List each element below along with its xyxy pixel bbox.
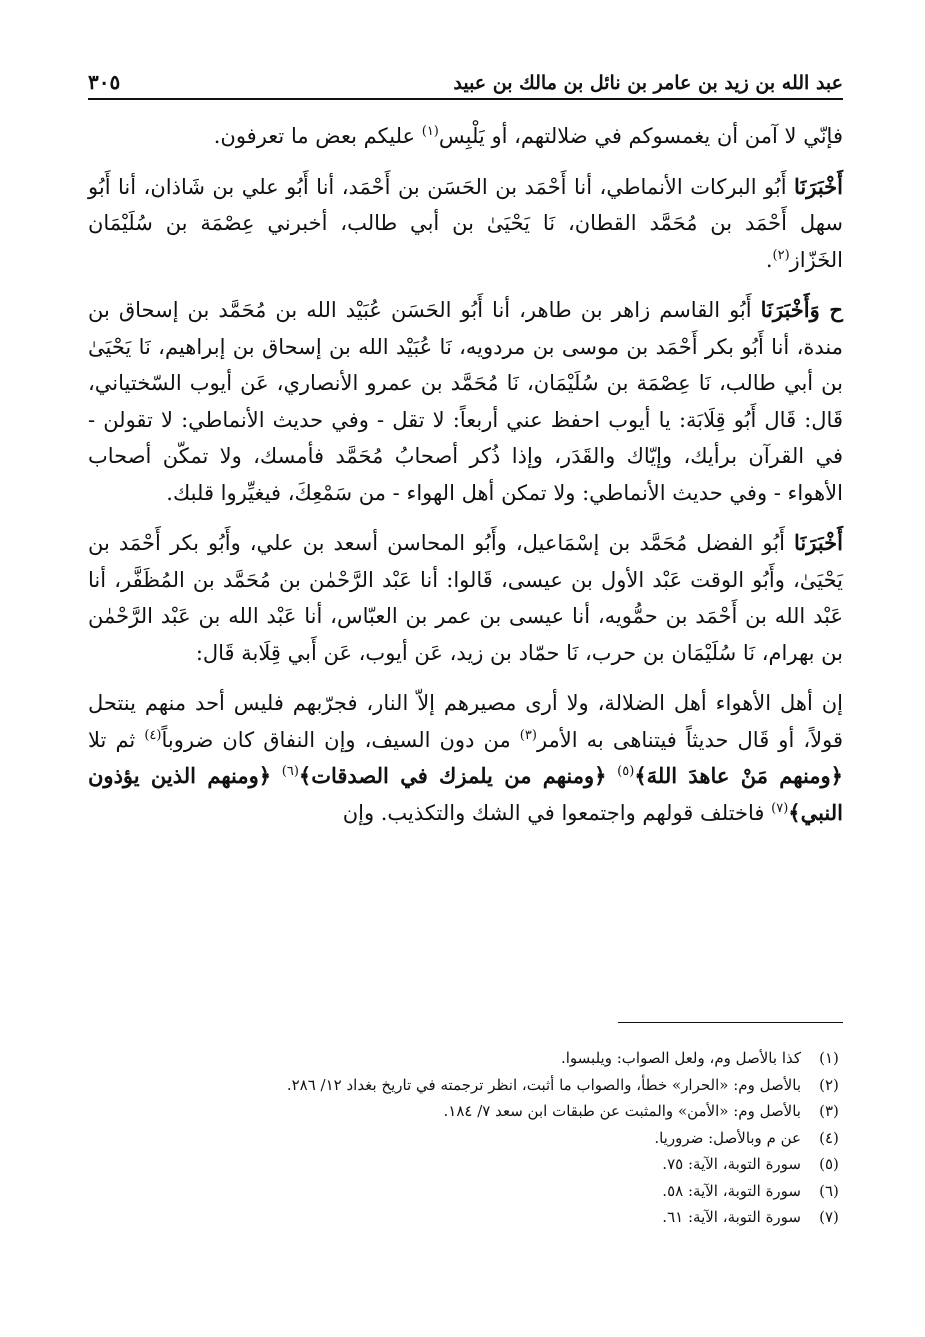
footnote [88,1151,843,1178]
footnote [88,1098,843,1125]
footnote-number: (١) [819,1049,839,1067]
main-text [88,118,843,845]
footnote-text: عن م وبالأصل: ضروريا. [654,1128,801,1147]
text-run: أَبُو البركات الأنماطي، أنا أَحْمَد بن الحَسَن بن أَحْمَد، أنا أَبُو علي بن شَاذان، أنا أَبُو سهل أَحْمَد بن مُحَمَّد القطان، نَا يَحْيَىٰ بن أبي طالب، أخبرني عِصْمَة بن سُلَيْمَان الخَزّاز [88,174,843,272]
quran-quote: ﴿ومنهم الذين يؤذون النبي﴾ [88,763,843,825]
footnote-text: بالأصل وم: «الحرار» خطأ، والصواب ما أثبت، انظر ترجمته في تاريخ بغداد ١٢/ ٢٨٦. [286,1075,801,1094]
text-run: ثم تلا [88,727,145,752]
footnote-text: كذا بالأصل وم، ولعل الصواب: ويلبسوا. [560,1049,801,1067]
footnote-marker: (٧) [771,800,789,816]
paragraph [88,169,843,279]
isnad-keyword: أَخْبَرَنَا [794,173,843,199]
header-title: عبد الله بن زيد بن عامر بن نائل بن مالك بن عبيد [453,72,843,94]
text-run: فإنّي لا آمن أن يغمسوكم في ضلالتهم، أو يَلْبِس [438,124,843,148]
footnote [88,1072,843,1099]
footnote-marker: (٣) [519,727,537,743]
text-run: . [765,247,773,272]
paragraph [88,292,843,511]
text-run: إن أهل الأهواء أهل الضلالة، ولا أرى مصيرهم إلاّ النار، فجرّبهم فليس أحد منهم ينتحل قولاً، أو قَال حديثاً فيتناهى به الأمر [88,691,843,752]
paragraph [88,685,843,831]
footnote-text: سورة التوبة، الآية: ٧٥. [662,1155,801,1173]
isnad-keyword: أَخْبَرَنَا [794,530,843,555]
paragraph [88,118,843,155]
footnote-marker: (٥) [617,764,635,779]
text-run [606,764,617,788]
footnote [88,1178,843,1205]
page-number: ٣٠٥ [88,70,121,94]
footnote [88,1125,843,1152]
isnad-keyword: ح وَأَخْبَرَنَا [760,297,843,322]
footnote-marker: (٤) [144,727,162,743]
footnote-marker: (١) [421,124,439,139]
text-run: أَبُو القاسم زاهر بن طاهر، أنا أَبُو الحَسَن عُبَيْد الله بن مُحَمَّد بن إسحاق بن مندة، أنا أَبُو بكر أَحْمَد بن موسى بن مردويه، نَا عُبَيْد الله بن إسحاق بن إبراهيم، نَا يَحْيَىٰ بن أبي طالب، نَا عِصْمَة بن سُلَيْمَان، نَا مُحَمَّد بن عمرو الأنصاري، عَن أيوب السّختياني، قَال: قَال أَبُو قِلَابَة: يا أيوب احفظ عني أربعاً: لا تقل - وفي حديث الأنماطي: لا تقولن - في القرآن برأيك، وإيّاك والقَدَر، وإذا ذُكر أصحابُ مُحَمَّد فأمسك، ولا تمكّن أصحاب الأهواء - وفي حديث الأنماطي: ولا تمكن أهل الهواء - من سَمْعِكَ، فيغيِّروا قلبك. [88,298,843,505]
footnote-divider [618,1022,843,1023]
footnote-number: (٢) [819,1075,839,1094]
text-run [271,764,282,788]
footnote-number: (٦) [819,1181,839,1200]
footnote-number: (٤) [819,1128,839,1147]
footnote-text: سورة التوبة، الآية: ٦١. [662,1208,801,1226]
footnotes [88,1045,843,1231]
text-run: فاختلف قولهم واجتمعوا في الشك والتكذيب. وإن [342,800,772,825]
footnote-number: (٧) [819,1208,839,1226]
text-run: عليكم بعض ما تعرفون. [213,124,422,148]
footnote-number: (٣) [819,1102,839,1120]
text-run: من دون السيف، وإن النفاق كان ضروباً [161,727,520,752]
paragraph [88,525,843,671]
quran-quote: ﴿ومنهم من يلمزك في الصدقات﴾ [298,763,607,788]
running-header [88,56,843,100]
footnote-marker: (٢) [772,247,790,263]
footnote [88,1045,843,1072]
footnote-marker: (٦) [281,764,299,779]
quran-quote: ﴿ومنهم مَنْ عاهدَ اللهَ﴾ [634,763,843,788]
footnote-number: (٥) [819,1155,839,1173]
footnote [88,1204,843,1231]
footnote-text: بالأصل وم: «الأمن» والمثبت عن طبقات ابن سعد ٧/ ١٨٤. [443,1102,801,1120]
text-run: أَبُو الفضل مُحَمَّد بن إسْمَاعيل، وأَبُو المحاسن أسعد بن علي، وأَبُو بكر أَحْمَد بن يَحْيَىٰ، وأَبُو الوقت عَبْد الأول بن عيسى، قَالوا: أنا عَبْد الرَّحْمٰن بن مُحَمَّد بن المُظَفَّر، أنا عَبْد الله بن أَحْمَد بن حمُّويه، أنا عيسى بن عمر بن العبّاس، أنا عَبْد الله بن عَبْد الرَّحْمٰن بن بهرام، نَا سُلَيْمَان بن حرب، نَا حمّاد بن زيد، عَن أيوب، عَن أَبي قِلَابة قَال: [88,531,843,665]
footnote-text: سورة التوبة، الآية: ٥٨. [662,1181,801,1200]
